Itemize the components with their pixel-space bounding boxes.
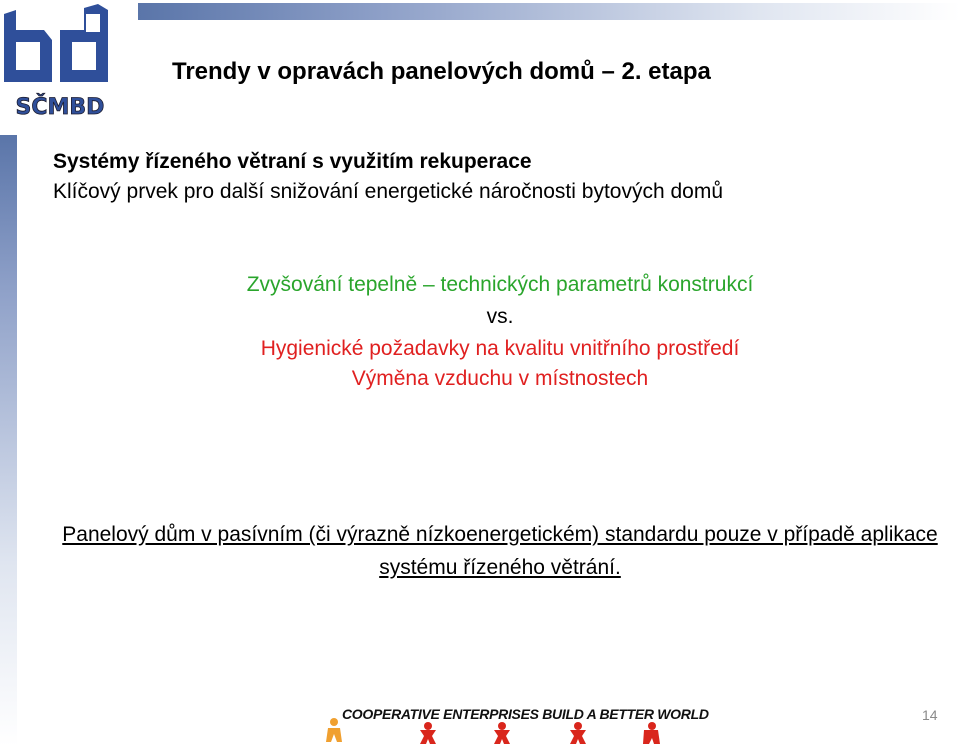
top-gradient-bar <box>138 3 960 20</box>
page-number: 14 <box>922 707 938 723</box>
slide-subtitle: Systémy řízeného větraní s využitím rekuperace <box>53 150 532 173</box>
slide-title: Trendy v opravách panelových domů – 2. etapa <box>172 58 711 85</box>
contrast-line-hygiene: Hygienické požadavky na kvalitu vnitřního prostředí <box>260 337 740 360</box>
contrast-line-air-exchange: Výměna vzduchu v místnostech <box>351 367 649 390</box>
conclusion-text: Panelový dům v pasívním (či výrazně nízkoenergetickém) standardu pouze v případě aplikace systému řízeného větrání. <box>62 523 938 579</box>
contrast-line-insulation: Zvyšování tepelně – technických parametrů konstrukcí <box>246 273 754 296</box>
footer-slogan: COOPERATIVE ENTERPRISES BUILD A BETTER WORLD <box>342 706 709 722</box>
contrast-vs: vs. <box>486 305 514 328</box>
key-statement: Klíčový prvek pro další snižování energetické náročnosti bytových domů <box>53 180 724 203</box>
left-gradient-bar <box>0 135 17 746</box>
scmbd-logo <box>0 0 120 118</box>
logo-text: SČMBD <box>15 95 105 118</box>
footer-banner <box>322 702 709 746</box>
